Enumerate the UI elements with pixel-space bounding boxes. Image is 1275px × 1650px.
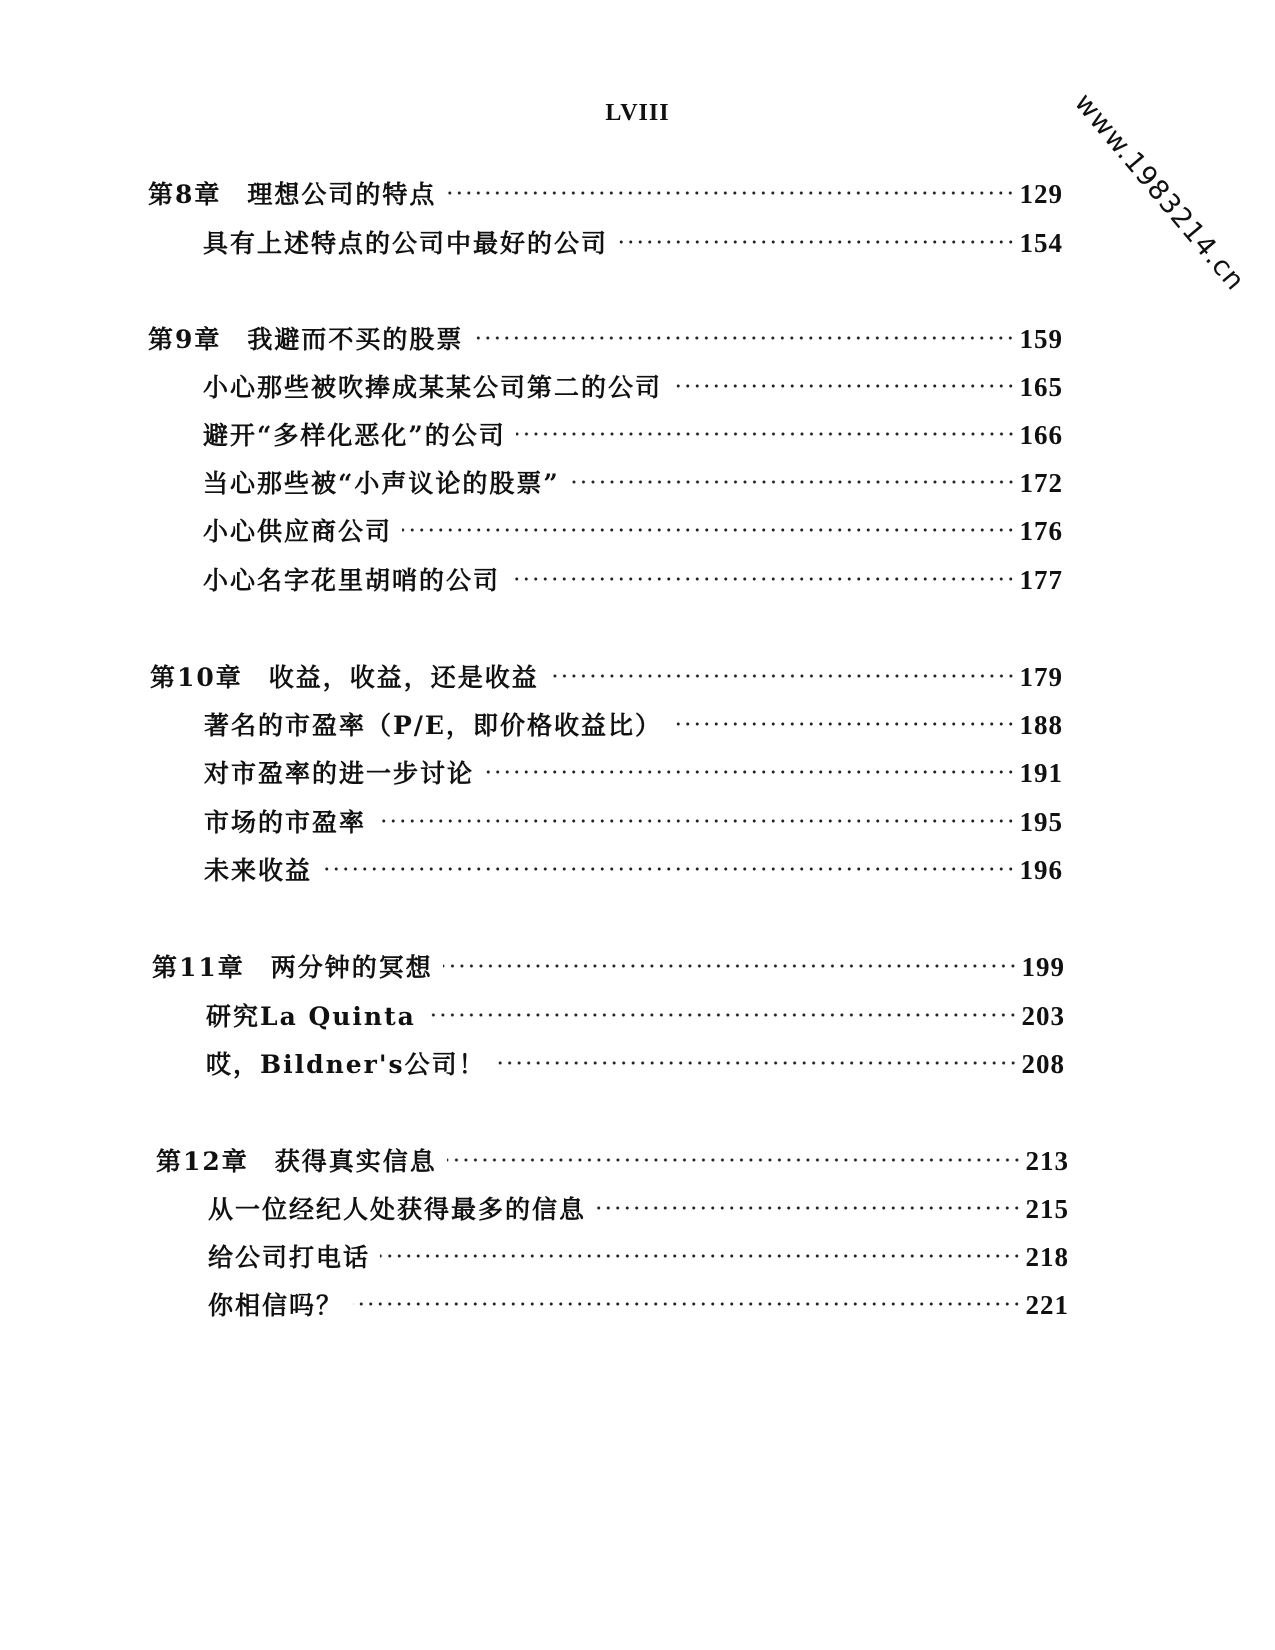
chapter-number: 第9章 (148, 325, 222, 354)
toc-section[interactable] (203, 416, 1063, 452)
section-title: 小心那些被吹捧成某某公司第二的公司 (203, 373, 663, 402)
section-title: 未来收益 (204, 856, 313, 885)
toc-section[interactable] (204, 754, 1063, 790)
section-title: 当心那些被“小声议论的股票” (203, 469, 560, 498)
section-title: 小心名字花里胡哨的公司 (203, 566, 501, 595)
section-title: 你相信吗？ (208, 1291, 344, 1320)
dot-leader (447, 1157, 1022, 1163)
page-number: 188 (1019, 710, 1063, 740)
page-number: 218 (1025, 1242, 1069, 1272)
dot-leader (426, 1012, 1018, 1018)
chapter-title: 我避而不买的股票 (247, 325, 464, 354)
dot-leader (596, 1205, 1021, 1211)
toc-section[interactable] (208, 1286, 1069, 1322)
page-number: 213 (1025, 1146, 1069, 1176)
toc-section[interactable] (204, 851, 1063, 887)
dot-leader (402, 527, 1015, 533)
section-title: 避开“多样化恶化”的公司 (203, 421, 506, 450)
dot-leader (496, 1060, 1018, 1066)
dot-leader (380, 1253, 1021, 1259)
page-number: 195 (1019, 807, 1063, 837)
section-title: 研究La Quinta (206, 1002, 416, 1031)
page-number: 165 (1019, 372, 1063, 402)
dot-leader (443, 963, 1018, 969)
toc-section[interactable] (206, 997, 1065, 1033)
dot-leader (510, 576, 1015, 582)
page-number: 129 (1019, 179, 1063, 209)
dot-leader (376, 818, 1015, 824)
watermark-url: www.1983214.cn (1068, 87, 1251, 297)
toc-section[interactable] (208, 1190, 1069, 1226)
chapter-number: 第12章 (156, 1147, 249, 1176)
toc-chapter-10[interactable] (150, 658, 1063, 694)
dot-leader (322, 866, 1015, 872)
toc-section[interactable] (203, 561, 1063, 597)
section-title: 著名的市盈率（P/E，即价格收益比） (204, 711, 662, 740)
toc-section[interactable] (204, 803, 1063, 839)
dot-leader (672, 721, 1016, 727)
toc-section[interactable] (208, 1238, 1069, 1274)
page-number: 179 (1019, 662, 1063, 692)
dot-leader (473, 335, 1015, 341)
chapter-number: 第10章 (150, 663, 243, 692)
page-number: 172 (1019, 468, 1063, 498)
page-number: 221 (1025, 1290, 1069, 1320)
page-number: 215 (1025, 1194, 1069, 1224)
chapter-title: 理想公司的特点 (247, 180, 437, 209)
page-number: 203 (1021, 1001, 1065, 1031)
section-title: 市场的市盈率 (204, 808, 367, 837)
chapter-title: 收益，收益，还是收益 (268, 663, 539, 692)
page-number: 166 (1019, 420, 1063, 450)
dot-leader (446, 190, 1015, 196)
page-number: 191 (1019, 758, 1063, 788)
page-number: 154 (1019, 228, 1063, 258)
dot-leader (484, 769, 1015, 775)
toc-section[interactable] (203, 224, 1063, 260)
dot-leader (570, 479, 1016, 485)
toc-chapter-11[interactable] (152, 948, 1065, 984)
section-title: 给公司打电话 (208, 1243, 371, 1272)
page-number-label: LVIII (605, 100, 670, 126)
toc-section[interactable] (203, 368, 1063, 404)
page-number: 196 (1019, 855, 1063, 885)
section-title: 小心供应商公司 (203, 517, 393, 546)
toc-section[interactable] (203, 512, 1063, 548)
page-number: 159 (1019, 324, 1063, 354)
toc-section[interactable] (204, 706, 1063, 742)
dot-leader (516, 431, 1016, 437)
dot-leader (549, 673, 1016, 679)
dot-leader (618, 239, 1015, 245)
toc-section[interactable] (206, 1045, 1065, 1081)
section-title: 对市盈率的进一步讨论 (204, 759, 475, 788)
section-title: 从一位经纪人处获得最多的信息 (208, 1195, 587, 1224)
toc-chapter-12[interactable] (156, 1142, 1069, 1178)
section-title: 哎，Bildner's公司！ (206, 1050, 486, 1079)
page-number: 199 (1021, 952, 1065, 982)
page-number: 177 (1019, 565, 1063, 595)
section-title: 具有上述特点的公司中最好的公司 (203, 229, 609, 258)
dot-leader (353, 1301, 1021, 1307)
dot-leader (672, 383, 1015, 389)
chapter-number: 第8章 (148, 180, 222, 209)
page-number: 176 (1019, 516, 1063, 546)
chapter-title: 获得真实信息 (274, 1147, 437, 1176)
chapter-number: 第11章 (152, 953, 245, 982)
page-number: 208 (1021, 1049, 1065, 1079)
toc-chapter-8[interactable] (148, 175, 1063, 211)
chapter-title: 两分钟的冥想 (270, 953, 433, 982)
toc-section[interactable] (203, 464, 1063, 500)
toc-chapter-9[interactable] (148, 320, 1063, 356)
